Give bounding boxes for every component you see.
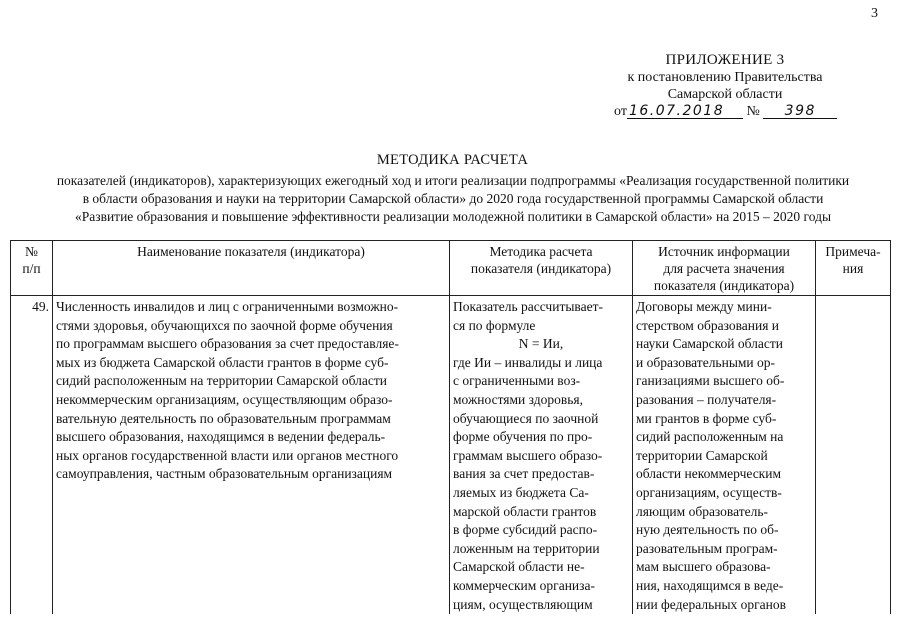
- method-line: форме обучения по про-: [453, 429, 593, 445]
- header-line: для расчета значения: [663, 261, 785, 276]
- method-line: обучающиеся по заочной: [453, 410, 599, 426]
- method-line: марской области грантов: [453, 503, 597, 519]
- name-line: некоммерческим организациям, осуществляющим образо-: [56, 391, 393, 407]
- source-line: разования – получателя-: [636, 391, 777, 407]
- calculation-method: [450, 296, 633, 615]
- source-line: стерством образования и: [636, 317, 780, 333]
- source-line: сидий расположенным на: [636, 429, 784, 445]
- source-line: нии федеральных органов: [636, 596, 787, 612]
- table-row: [11, 296, 891, 615]
- header-line: Методика расчета: [489, 244, 593, 259]
- source-line: и образовательными ор-: [636, 354, 776, 370]
- source-line: ганизациями высшего об-: [636, 373, 785, 389]
- name-line: ных органов государственной власти или органов местного: [56, 447, 399, 463]
- page-number: 3: [871, 6, 877, 21]
- name-line: самоуправления, частным образовательным организациям: [56, 466, 393, 482]
- method-line: циям, осуществляющим: [453, 596, 593, 612]
- source-line: Договоры между мини-: [636, 299, 772, 314]
- subtitle-line: «Развитие образования и повышение эффективности реализации молодежной политики в Самарской области» на 2015 – 2020 годы: [74, 209, 832, 224]
- method-line: можностями здоровья,: [453, 391, 583, 407]
- method-line: Показатель рассчитывает-: [453, 299, 603, 314]
- name-line: сидий расположенным на территории Самарской области: [56, 373, 387, 389]
- header-source: [633, 241, 816, 296]
- method-line: граммам высшего образо-: [453, 447, 603, 463]
- appendix-block: [610, 52, 840, 103]
- name-line: по программам высшего образования за счет предоставляе-: [56, 336, 399, 352]
- header-line: Источник информации: [658, 244, 790, 259]
- date-prefix: от: [614, 104, 627, 119]
- information-source: [633, 296, 816, 615]
- indicator-name: [53, 296, 450, 615]
- header-note: [816, 241, 891, 296]
- method-line: с ограниченными воз-: [453, 373, 581, 389]
- appendix-resolution-line: к постановлению Правительства: [627, 70, 823, 85]
- appendix-region-line: Самарской области: [667, 87, 783, 102]
- source-line: ную деятельность по об-: [636, 522, 779, 538]
- method-line: ложенным на территории: [453, 540, 600, 556]
- method-line: Самарской области не-: [453, 559, 585, 575]
- source-line: ми грантов в форме суб-: [636, 410, 777, 426]
- table-header-row: [11, 241, 891, 296]
- source-line: мам высшего образова-: [636, 559, 771, 575]
- name-line: высшего образования, находящимся в ведении федераль-: [56, 429, 386, 445]
- row-number: 49.: [11, 296, 53, 615]
- method-line: коммерческим организа-: [453, 577, 595, 593]
- header-line: №: [25, 244, 38, 259]
- source-line: области некоммерческим: [636, 466, 782, 482]
- formula: N = Ии,: [518, 336, 564, 352]
- appendix-title: ПРИЛОЖЕНИЕ 3: [665, 52, 785, 68]
- document-subtitle: [12, 172, 894, 226]
- source-line: разовательным програм-: [636, 540, 778, 556]
- source-line: ния, находящимся в веде-: [636, 577, 784, 593]
- header-line: ния: [842, 261, 864, 276]
- header-line: показателя (индикатора): [470, 261, 612, 276]
- header-method: [450, 241, 633, 296]
- number-prefix: №: [746, 104, 760, 119]
- method-line: ляемых из бюджета Са-: [453, 484, 589, 500]
- source-line: территории Самарской: [636, 447, 768, 463]
- method-line: ся по формуле: [453, 317, 536, 333]
- header-line: показателя (индикатора): [653, 278, 795, 293]
- method-line: в форме субсидий распо-: [453, 522, 598, 538]
- note-cell: [816, 296, 891, 615]
- header-num: [11, 241, 53, 296]
- appendix-date-line: [614, 104, 837, 120]
- header-line: Примеча-: [825, 244, 881, 259]
- method-line: вания за счет предостав-: [453, 466, 595, 482]
- header-line: п/п: [22, 261, 41, 276]
- subtitle-line: показателей (индикаторов), характеризующих ежегодный ход и итоги реализации подпрограммы «Реализация государственной политики: [56, 173, 850, 188]
- method-line: где Ии – инвалиды и лица: [453, 354, 603, 370]
- source-line: организациям, осуществ-: [636, 484, 782, 500]
- subtitle-line: в области образования и науки на территории Самарской области» до 2020 года государственной программы Самарской области: [82, 191, 824, 206]
- indicator-table: [10, 240, 891, 614]
- document-title: МЕТОДИКА РАСЧЕТА: [376, 152, 529, 168]
- header-name: [53, 241, 450, 296]
- handwritten-date: 16.07.2018: [627, 104, 743, 119]
- handwritten-number: 398: [763, 104, 837, 119]
- name-line: мых из бюджета Самарской области грантов в форме суб-: [56, 354, 389, 370]
- header-line: Наименование показателя (индикатора): [137, 244, 365, 259]
- name-line: стями здоровья, обучающихся по заочной форме обучения: [56, 317, 393, 333]
- name-line: Численность инвалидов и лиц с ограниченными возможно-: [56, 299, 399, 314]
- source-line: науки Самарской области: [636, 336, 783, 352]
- source-line: ляющим образователь-: [636, 503, 769, 519]
- name-line: вательную деятельность по образовательным программам: [56, 410, 391, 426]
